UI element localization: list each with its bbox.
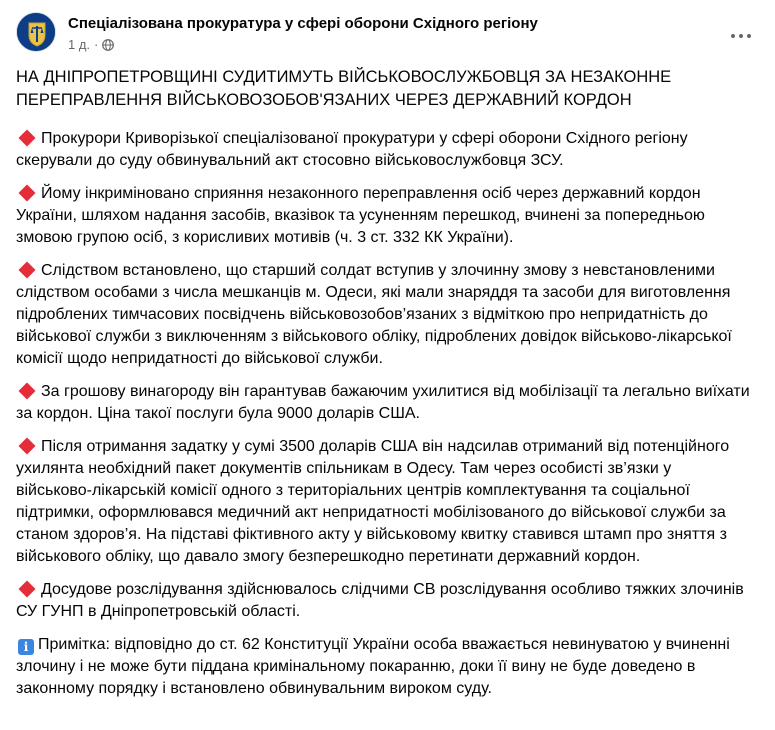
post-paragraph: Прокурори Криворізької спеціалізованої прокуратури у сфері оборони Східного регіону скерували до суду обвинувальний акт стосовно військовослужбовця ЗСУ.: [16, 130, 688, 169]
post-note: i Примітка: відповідно до ст. 62 Конституції України особа вважається невинуватою у вчиненні злочину і не може бути піддана кримінальному покаранню, доки її вину не буде доведено в законному порядку і встановлено обвинувальним вироком суду.: [16, 636, 730, 697]
post-title: НА ДНІПРОПЕТРОВЩИНІ СУДИТИМУТЬ ВІЙСЬКОВОСЛУЖБОВЦЯ ЗА НЕЗАКОННЕ ПЕРЕПРАВЛЕННЯ ВІЙСЬКОВОЗОБОВ'ЯЗАНИХ ЧЕРЕЗ ДЕРЖАВНИЙ КОРДОН: [16, 68, 672, 109]
more-horizontal-icon: [731, 34, 735, 38]
post-paragraph: Після отримання задатку у сумі 3500 доларів США він надсилав отриманий від потенційного ухилянта необхідний пакет документів спільникам в Одесу. Там через особисті зв’язки у військово-лікарській комісії одного з територіальних центрів комплектування та соціальної підтримки, оформлювався медичний акт непридатності мобілізованого до військової служби за станом здоров’я. На підставі фіктивного акту у військовому квитку ставився штамп про зняття з військового обліку, що давало змогу безперешкодно перетинати державний кордон.: [16, 438, 730, 565]
page-name-link[interactable]: Спеціалізована прокуратура у сфері оборони Східного регіону: [68, 15, 538, 32]
prosecutor-emblem-icon: [17, 13, 56, 52]
red-diamond-icon: [19, 185, 36, 202]
red-diamond-icon: [19, 438, 36, 455]
post-time-link[interactable]: 1 д.: [68, 37, 91, 52]
more-options-button[interactable]: [723, 18, 759, 54]
red-diamond-icon: [19, 130, 36, 147]
red-diamond-icon: [19, 581, 36, 598]
globe-icon[interactable]: [102, 39, 114, 51]
red-diamond-icon: [19, 262, 36, 279]
post-paragraph: Слідством встановлено, що старший солдат вступив у злочинну змову з невстановленими слідством особами з числа мешканців м. Одеси, які мали знаряддя та засоби для виготовлення підроблених тимчасових посвідчень військовозобов’язаних з відміткою про непридатність до військової служби з виключенням з військового обліку, підроблених довідок військово-лікарської комісії щодо непридатності до військової служби.: [16, 262, 732, 367]
post-header: [16, 12, 759, 56]
post-meta: [68, 37, 114, 52]
post-paragraph: Йому інкриміновано сприяння незаконного переправлення осіб через державний кордон України, шляхом надання засобів, вказівок та усуненням перешкод, вчинені за попередньою змовою групою осіб, з корисливих мотивів (ч. 3 ст. 332 КК України).: [16, 185, 705, 246]
post-paragraph: За грошову винагороду він гарантував бажаючим ухилитися від мобілізації та легально виїхати за кордон. Ціна такої послуги була 9000 доларів США.: [16, 383, 750, 422]
avatar[interactable]: [16, 12, 56, 52]
meta-separator: ·: [94, 37, 99, 52]
red-diamond-icon: [19, 383, 36, 400]
post-paragraph: Досудове розслідування здійснювалось слідчими СВ розслідування особливо тяжких злочинів СУ ГУНП в Дніпропетровській області.: [16, 581, 744, 620]
post-body: [16, 66, 751, 711]
information-icon: i: [18, 639, 34, 655]
